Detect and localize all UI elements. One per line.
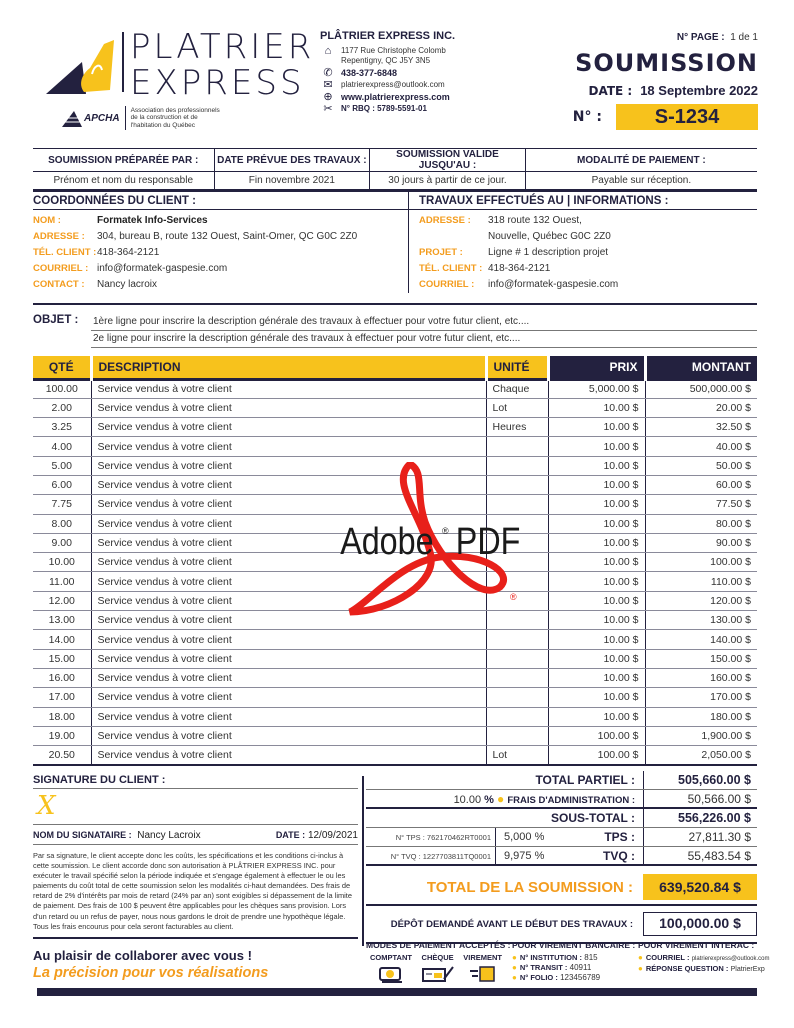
- logo-line2: EXPRESS: [130, 63, 305, 103]
- valid-until-header: SOUMISSION VALIDE JUSQU'AU :: [370, 149, 526, 172]
- signatory-row: NOM DU SIGNATAIRE : Nancy Lacroix DATE : 12/09/2021: [33, 825, 358, 845]
- price-cell: 10.00 $: [548, 533, 645, 552]
- mode-cheque: CHÈQUE: [422, 953, 454, 983]
- price-cell: 10.00 $: [548, 688, 645, 707]
- description-cell: Service vendus à votre client: [91, 668, 486, 687]
- svg-text:®: ®: [510, 592, 517, 602]
- client-signature-section: [33, 771, 358, 939]
- items-table: [33, 356, 757, 766]
- description-cell: Service vendus à votre client: [91, 495, 486, 514]
- qty-cell: 100.00: [33, 379, 91, 398]
- amount-cell: 90.00 $: [645, 533, 757, 552]
- work-site-info: [408, 192, 757, 293]
- price-cell: 10.00 $: [548, 707, 645, 726]
- page-number: N° PAGE : 1 de 1: [676, 32, 758, 43]
- payment-terms-value: Payable sur réception.: [525, 172, 757, 189]
- qty-cell: 14.00: [33, 630, 91, 649]
- mode-transfer: VIREMENT: [463, 953, 502, 983]
- unit-cell: [486, 726, 548, 745]
- quote-info-strip: [33, 148, 757, 192]
- payment-terms-header: MODALITÉ DE PAIEMENT :: [525, 149, 757, 172]
- unit-cell: [486, 475, 548, 494]
- unit-cell: [486, 437, 548, 456]
- logo-line1: PLATRIER: [130, 27, 315, 67]
- table-row: [33, 437, 757, 456]
- deposit-value: 100,000.00 $: [643, 912, 757, 936]
- document-number: N° : S-1234: [573, 104, 758, 130]
- price-cell: 10.00 $: [548, 514, 645, 533]
- subtotal-row: TOTAL PARTIEL : 505,660.00 $: [366, 771, 757, 790]
- apcha-logo: [60, 106, 220, 130]
- tvq-row: N° TVQ : 1227703811TQ0001 9,975 % TVQ : 55,483.54 $: [366, 847, 757, 866]
- table-row: [33, 475, 757, 494]
- table-row: [33, 746, 757, 765]
- price-cell: 10.00 $: [548, 475, 645, 494]
- description-cell: Service vendus à votre client: [91, 437, 486, 456]
- description-cell: Service vendus à votre client: [91, 746, 486, 765]
- signature-date: 12/09/2021: [307, 830, 358, 841]
- description-cell: Service vendus à votre client: [91, 591, 486, 610]
- valid-until-value: 30 jours à partir de ce jour.: [370, 172, 526, 189]
- object-line-1: 1ère ligne pour inscrire la description générale des travaux à effectuer pour votre futur client, etc....: [91, 314, 757, 331]
- object-line-2: 2e ligne pour inscrire la description générale des travaux à effectuer pour votre futur client, etc....: [91, 331, 757, 348]
- table-row: [33, 611, 757, 630]
- cheque-icon: [422, 965, 454, 983]
- table-row: [33, 572, 757, 591]
- table-row: [33, 591, 757, 610]
- table-row: [33, 707, 757, 726]
- table-row: [33, 649, 757, 668]
- work-email-row: COURRIEL : info@formatek-gaspesie.com: [419, 279, 619, 290]
- amount-cell: 170.00 $: [645, 688, 757, 707]
- company-phone: ✆ 438-377-6848: [320, 68, 570, 78]
- unit-header: UNITÉ: [486, 356, 548, 379]
- company-website: ⊕ www.platrierexpress.com: [320, 92, 570, 102]
- interac-email: ● COURRIEL : platrierexpress@outlook.com: [638, 953, 770, 962]
- amount-cell: 2,050.00 $: [645, 746, 757, 765]
- work-address-row: ADRESSE : 318 route 132 Ouest,: [419, 215, 582, 226]
- company-info: [320, 30, 570, 116]
- description-cell: Service vendus à votre client: [91, 707, 486, 726]
- footer-bar: [37, 988, 757, 996]
- description-cell: Service vendus à votre client: [91, 456, 486, 475]
- work-address-row-2: Nouvelle, Québec G0C 2Z0: [488, 231, 611, 242]
- price-cell: 10.00 $: [548, 398, 645, 417]
- table-row: [33, 495, 757, 514]
- grand-total-row: TOTAL DE LA SOUMISSION : 639,520.84 $: [366, 870, 757, 906]
- price-cell: 100.00 $: [548, 726, 645, 745]
- deposit-row: DÉPÔT DEMANDÉ AVANT LE DÉBUT DES TRAVAUX : 100,000.00 $: [366, 906, 757, 944]
- unit-cell: [486, 514, 548, 533]
- unit-cell: [486, 553, 548, 572]
- work-site-title: TRAVAUX EFFECTUÉS AU | INFORMATIONS :: [409, 192, 757, 210]
- description-cell: Service vendus à votre client: [91, 688, 486, 707]
- description-cell: Service vendus à votre client: [91, 475, 486, 494]
- closing-line-1: Au plaisir de collaborer avec vous !: [33, 948, 252, 963]
- description-cell: Service vendus à votre client: [91, 514, 486, 533]
- bank-transit: ● N° TRANSIT : 40911: [512, 963, 592, 972]
- divider: [33, 303, 757, 305]
- table-row: [33, 668, 757, 687]
- admin-fee-row: 10.00 % ● FRAIS D'ADMINISTRATION : 50,566.00 $: [366, 790, 757, 809]
- watermark-text: Adobe: [340, 520, 434, 563]
- description-cell: Service vendus à votre client: [91, 611, 486, 630]
- work-phone-row: TÉL. CLIENT : 418-364-2121: [419, 263, 551, 274]
- apcha-description: Association des professionnels de la construction et de l'habitation du Québec: [130, 106, 220, 129]
- document-number-value: S-1234: [616, 104, 758, 130]
- mail-icon: ✉: [323, 79, 333, 91]
- price-cell: 10.00 $: [548, 553, 645, 572]
- table-row: [33, 630, 757, 649]
- qty-cell: 4.00: [33, 437, 91, 456]
- amount-cell: 20.00 $: [645, 398, 757, 417]
- description-cell: Service vendus à votre client: [91, 630, 486, 649]
- amount-cell: 180.00 $: [645, 707, 757, 726]
- qty-cell: 7.75: [33, 495, 91, 514]
- prepared-by-value: Prénom et nom du responsable: [33, 172, 214, 189]
- table-row: [33, 456, 757, 475]
- client-info: [33, 192, 408, 293]
- company-name: PLÂTRIER EXPRESS INC.: [320, 30, 456, 42]
- signatory-name: Nancy Lacroix: [137, 830, 201, 841]
- description-header: DESCRIPTION: [91, 356, 486, 379]
- unit-cell: [486, 688, 548, 707]
- qty-cell: 15.00: [33, 649, 91, 668]
- unit-cell: [486, 533, 548, 552]
- amount-cell: 40.00 $: [645, 437, 757, 456]
- qty-cell: 3.25: [33, 418, 91, 437]
- phone-icon: ✆: [323, 67, 333, 79]
- price-cell: 10.00 $: [548, 591, 645, 610]
- amount-cell: 100.00 $: [645, 553, 757, 572]
- description-cell: Service vendus à votre client: [91, 533, 486, 552]
- table-row: [33, 533, 757, 552]
- company-rbq: ✂ N° RBQ : 5789-5591-01: [320, 104, 570, 114]
- qty-cell: 17.00: [33, 688, 91, 707]
- qty-cell: 19.00: [33, 726, 91, 745]
- sous-total-row: SOUS-TOTAL : 556,226.00 $: [366, 809, 757, 828]
- company-logo: [42, 27, 315, 140]
- legal-terms: Par sa signature, le client accepte donc les coûts, les spécifications et les conditions ci-inclus à cette soumission. Le client accorde donc son autorisation à PLÂTRIER EXPRESS INC. pour exécuter le travail spécifié selon la période indiquée et s'engage également à effectuer le ou les paiements du coût total de cette soumission selon les modalités ci-haut demandées. Des frais de retard de 2% d'intérêts par mois de retard (24% par an) sont exigibles si dépassement de la limite de paiement. Des frais de 100 $ peuvent être applicables pour les chèques sans provision. Lors d'un retard ou un refus de payer, nous nous gardons le droit de prendre une hypothèque légale. Tous les frais encourus pour cela seront facturables au client.: [33, 845, 358, 939]
- client-email-row: COURRIEL : info@formatek-gaspesie.com: [33, 263, 228, 274]
- amount-cell: 500,000.00 $: [645, 379, 757, 398]
- globe-icon: ⊕: [323, 91, 333, 103]
- object-label: OBJET :: [33, 314, 79, 326]
- apcha-name: APCHA: [84, 112, 120, 124]
- amount-cell: 130.00 $: [645, 611, 757, 630]
- unit-cell: Lot: [486, 746, 548, 765]
- prepared-by-header: SOUMISSION PRÉPARÉE PAR :: [33, 149, 214, 172]
- watermark-text-pdf: PDF: [455, 520, 521, 563]
- description-cell: Service vendus à votre client: [91, 398, 486, 417]
- price-cell: 10.00 $: [548, 649, 645, 668]
- price-cell: 10.00 $: [548, 572, 645, 591]
- svg-text:®: ®: [442, 526, 449, 536]
- amount-cell: 1,900.00 $: [645, 726, 757, 745]
- unit-cell: Chaque: [486, 379, 548, 398]
- closing-slogan: La précision pour vos réalisations: [33, 965, 269, 981]
- document-date: DATE : 18 Septembre 2022: [588, 83, 758, 98]
- amount-cell: 110.00 $: [645, 572, 757, 591]
- client-address-row: ADRESSE : 304, bureau B, route 132 Ouest, Saint-Omer, QC G0C 2Z0: [33, 231, 358, 242]
- price-cell: 10.00 $: [548, 418, 645, 437]
- logo-trowel-icon: [42, 34, 122, 104]
- amount-cell: 80.00 $: [645, 514, 757, 533]
- qty-header: QTÉ: [33, 356, 91, 379]
- company-address: ⌂ 1177 Rue Christophe Colomb Repentigny, QC J5Y 3N5: [320, 46, 570, 66]
- closing-message: [33, 948, 268, 981]
- unit-cell: [486, 591, 548, 610]
- logo-divider: [122, 32, 124, 92]
- grand-total-value: 639,520.84 $: [643, 874, 757, 900]
- unit-cell: [486, 495, 548, 514]
- price-cell: 10.00 $: [548, 630, 645, 649]
- bank-institution: ● N° INSTITUTION : 815: [512, 953, 598, 962]
- qty-cell: 13.00: [33, 611, 91, 630]
- table-row: [33, 398, 757, 417]
- table-row: [33, 514, 757, 533]
- price-cell: 100.00 $: [548, 746, 645, 765]
- description-cell: Service vendus à votre client: [91, 649, 486, 668]
- amount-cell: 140.00 $: [645, 630, 757, 649]
- table-row: [33, 553, 757, 572]
- tps-row: N° TPS : 762170462RT0001 5,000 % TPS : 27,811.30 $: [366, 828, 757, 847]
- signature-field[interactable]: X: [33, 789, 358, 825]
- qty-cell: 16.00: [33, 668, 91, 687]
- amount-cell: 60.00 $: [645, 475, 757, 494]
- price-cell: 5,000.00 $: [548, 379, 645, 398]
- qty-cell: 9.00: [33, 533, 91, 552]
- quote-object: [33, 314, 757, 348]
- table-row: [33, 688, 757, 707]
- unit-cell: [486, 611, 548, 630]
- mode-cash: COMPTANT: [370, 953, 412, 983]
- price-cell: 10.00 $: [548, 611, 645, 630]
- description-cell: Service vendus à votre client: [91, 418, 486, 437]
- qty-cell: 10.00: [33, 553, 91, 572]
- interac-answer: ● RÉPONSE QUESTION : PlatrierExp: [638, 964, 765, 973]
- payment-modes-title: MODES DE PAIEMENT ACCEPTÉS :: [366, 940, 511, 950]
- description-cell: Service vendus à votre client: [91, 553, 486, 572]
- qty-cell: 2.00: [33, 398, 91, 417]
- payment-methods: [366, 940, 770, 983]
- bank-transfer-title: POUR VIREMENT BANCAIRE :: [512, 940, 636, 950]
- unit-cell: [486, 649, 548, 668]
- qty-cell: 5.00: [33, 456, 91, 475]
- items-header-row: [33, 356, 757, 379]
- table-row: [33, 418, 757, 437]
- planned-date-header: DATE PRÉVUE DES TRAVAUX :: [214, 149, 370, 172]
- tools-icon: ✂: [323, 103, 333, 115]
- table-row: [33, 379, 757, 398]
- planned-date-value: Fin novembre 2021: [214, 172, 370, 189]
- divider: [362, 776, 364, 946]
- price-cell: 10.00 $: [548, 456, 645, 475]
- unit-cell: Lot: [486, 398, 548, 417]
- amount-cell: 150.00 $: [645, 649, 757, 668]
- price-cell: 10.00 $: [548, 495, 645, 514]
- price-cell: 10.00 $: [548, 668, 645, 687]
- work-project-row: PROJET : Ligne # 1 description projet: [419, 247, 609, 258]
- company-email: ✉ platrierexpress@outlook.com: [320, 80, 570, 90]
- description-cell: Service vendus à votre client: [91, 379, 486, 398]
- document-header: [573, 32, 758, 130]
- description-cell: Service vendus à votre client: [91, 572, 486, 591]
- unit-cell: [486, 707, 548, 726]
- cash-icon: [378, 965, 404, 983]
- qty-cell: 20.50: [33, 746, 91, 765]
- apcha-icon: [60, 107, 82, 129]
- amount-cell: 120.00 $: [645, 591, 757, 610]
- signature-title: SIGNATURE DU CLIENT :: [33, 771, 358, 789]
- amount-cell: 77.50 $: [645, 495, 757, 514]
- unit-cell: [486, 456, 548, 475]
- client-name-row: NOM : Formatek Info-Services: [33, 215, 208, 226]
- qty-cell: 12.00: [33, 591, 91, 610]
- client-contact-row: CONTACT : Nancy lacroix: [33, 279, 158, 290]
- qty-cell: 11.00: [33, 572, 91, 591]
- amount-cell: 160.00 $: [645, 668, 757, 687]
- price-cell: 10.00 $: [548, 437, 645, 456]
- amount-cell: 32.50 $: [645, 418, 757, 437]
- qty-cell: 8.00: [33, 514, 91, 533]
- description-cell: Service vendus à votre client: [91, 726, 486, 745]
- unit-cell: [486, 668, 548, 687]
- amount-header: MONTANT: [645, 356, 757, 379]
- transfer-icon: [468, 965, 498, 983]
- unit-cell: [486, 572, 548, 591]
- home-icon: ⌂: [324, 45, 332, 57]
- qty-cell: 6.00: [33, 475, 91, 494]
- unit-cell: Heures: [486, 418, 548, 437]
- client-phone-row: TÉL. CLIENT : 418-364-2121: [33, 247, 160, 258]
- price-header: PRIX: [548, 356, 645, 379]
- document-title: SOUMISSION: [575, 49, 758, 77]
- amount-cell: 50.00 $: [645, 456, 757, 475]
- unit-cell: [486, 630, 548, 649]
- totals-section: [366, 771, 757, 944]
- table-row: [33, 726, 757, 745]
- bank-folio: ● N° FOLIO : 123456789: [512, 973, 601, 982]
- interac-title: POUR VIREMENT INTERAC :: [638, 940, 755, 950]
- admin-fee-percent: 10.00: [453, 793, 482, 806]
- client-info-title: COORDONNÉES DU CLIENT :: [33, 192, 408, 210]
- qty-cell: 18.00: [33, 707, 91, 726]
